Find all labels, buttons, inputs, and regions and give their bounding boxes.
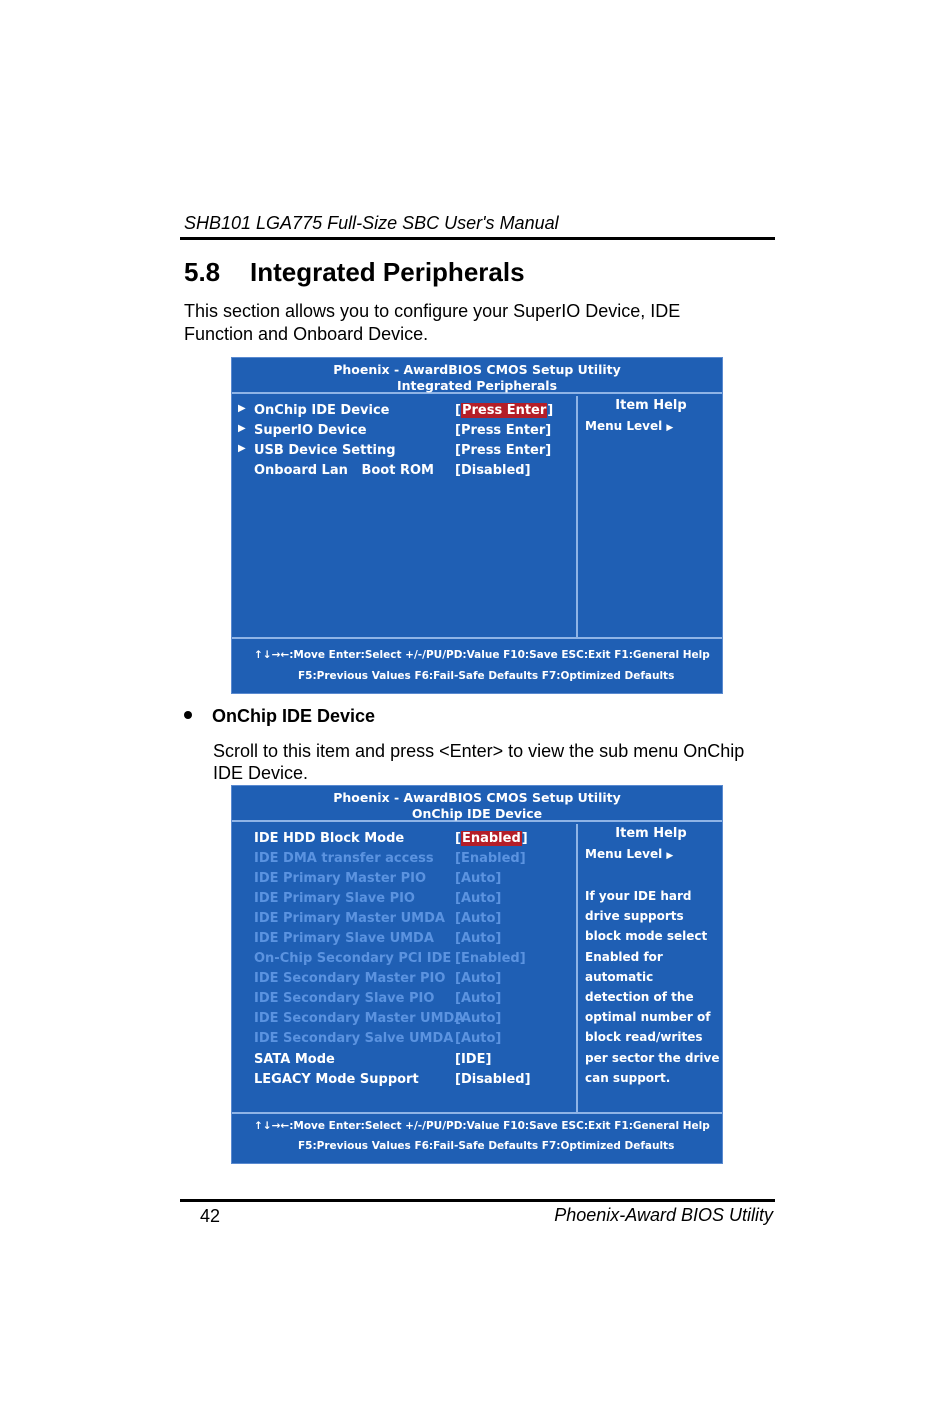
bios-title: Phoenix - AwardBIOS CMOS Setup Utility xyxy=(333,790,621,805)
bios-menu-panel xyxy=(232,396,578,639)
menu-item-value: [Auto] xyxy=(455,931,502,946)
menu-item-label: IDE Primary Master PIO xyxy=(254,871,426,886)
menu-item-label: IDE Secondary Salve UMDA xyxy=(254,1031,454,1046)
menu-item-value: [Press Enter] xyxy=(455,403,554,418)
menu-item-value: [Auto] xyxy=(455,871,502,886)
menu-item-ide-secondary-master-umda xyxy=(232,1011,578,1031)
triangle-right-icon: ▶ xyxy=(666,851,674,861)
menu-item-value: [Auto] xyxy=(455,1011,502,1026)
menu-item-label: On-Chip Secondary PCI IDE xyxy=(254,951,452,966)
menu-item-value: [Auto] xyxy=(455,991,502,1006)
bullet-heading xyxy=(184,706,375,727)
menu-item-value: [Disabled] xyxy=(455,463,531,478)
bullet-paragraph: Scroll to this item and press <Enter> to view the sub menu OnChip IDE Device. xyxy=(213,741,745,783)
bios-title: Phoenix - AwardBIOS CMOS Setup Utility xyxy=(333,362,621,377)
menu-item-label: IDE Primary Slave UMDA xyxy=(254,931,434,946)
submenu-arrow-icon: ▶ xyxy=(238,403,246,414)
menu-item-value: [Press Enter] xyxy=(455,423,552,438)
menu-item-onboard-lan-boot-rom[interactable] xyxy=(232,463,578,483)
menu-item-onchip-ide-device[interactable] xyxy=(232,403,578,423)
menu-item-label: IDE Secondary Master UMDA xyxy=(254,1011,465,1026)
menu-item-ide-secondary-salve-umda xyxy=(232,1031,578,1051)
help-menu-level xyxy=(585,847,673,861)
menu-item-label: IDE DMA transfer access xyxy=(254,851,434,866)
menu-item-ide-primary-slave-umda xyxy=(232,931,578,951)
bios-footer xyxy=(232,1112,722,1163)
bios-screen-integrated-peripherals xyxy=(231,357,723,694)
menu-item-value: [IDE] xyxy=(455,1052,492,1067)
help-description: If your IDE hard drive supports block mode select Enabled for automatic detection of the optimal number of block read/writes per sector the drive can support. xyxy=(585,889,720,1085)
menu-item-value: [Enabled] xyxy=(455,831,528,846)
footer-keys-line2: F5:Previous Values F6:Fail-Safe Defaults F7:Optimized Defaults xyxy=(298,670,675,682)
help-level-label: Menu Level xyxy=(585,419,663,433)
menu-item-ide-primary-master-umda xyxy=(232,911,578,931)
menu-item-ide-dma-transfer-access xyxy=(232,851,578,871)
menu-item-label: LEGACY Mode Support xyxy=(254,1072,419,1087)
bios-menu-panel xyxy=(232,824,578,1112)
submenu-arrow-icon: ▶ xyxy=(238,443,246,454)
menu-item-ide-secondary-slave-pio xyxy=(232,991,578,1011)
bullet-icon xyxy=(184,711,192,719)
bios-title-bar xyxy=(232,358,722,394)
menu-item-ide-primary-slave-pio xyxy=(232,891,578,911)
bios-footer xyxy=(232,637,722,693)
menu-item-label: SATA Mode xyxy=(254,1052,335,1067)
menu-item-ide-secondary-master-pio xyxy=(232,971,578,991)
footer-title: Phoenix-Award BIOS Utility xyxy=(554,1205,773,1225)
help-title: Item Help xyxy=(615,826,687,841)
menu-item-value: [Auto] xyxy=(455,891,502,906)
bios-help-panel xyxy=(580,824,722,1112)
submenu-arrow-icon: ▶ xyxy=(238,423,246,434)
help-menu-level xyxy=(585,419,673,433)
menu-item-onchip-secondary-pci-ide xyxy=(232,951,578,971)
bios-screen-onchip-ide-device xyxy=(231,785,723,1164)
page-number: 42 xyxy=(200,1206,221,1226)
menu-item-sata-mode[interactable] xyxy=(232,1052,578,1072)
section-number: 5.8 xyxy=(184,257,221,287)
section-title: Integrated Peripherals xyxy=(250,257,525,287)
bios-title-bar xyxy=(232,786,722,822)
selected-value: Enabled xyxy=(461,831,521,846)
bios-help-panel xyxy=(580,396,722,639)
menu-item-value: [Auto] xyxy=(455,971,502,986)
menu-item-value: [Auto] xyxy=(455,1031,502,1046)
triangle-right-icon: ▶ xyxy=(666,423,674,433)
menu-item-label: IDE Secondary Master PIO xyxy=(254,971,446,986)
menu-item-value: [Press Enter] xyxy=(455,443,552,458)
menu-item-value: [Enabled] xyxy=(455,951,526,966)
section-heading xyxy=(184,257,525,288)
menu-item-value: [Disabled] xyxy=(455,1072,531,1087)
menu-item-ide-hdd-block-mode[interactable] xyxy=(232,831,578,851)
menu-item-superio-device[interactable] xyxy=(232,423,578,443)
selected-value: Press Enter xyxy=(461,403,547,418)
menu-item-value: [Auto] xyxy=(455,911,502,926)
help-level-label: Menu Level xyxy=(585,847,663,861)
manual-header-title: SHB101 LGA775 Full-Size SBC User's Manual xyxy=(184,213,559,233)
footer-keys-line1: ↑↓→←:Move Enter:Select +/-/PU/PD:Value F10:Save ESC:Exit F1:General Help xyxy=(254,1120,710,1132)
help-title: Item Help xyxy=(615,398,687,413)
menu-item-usb-device-setting[interactable] xyxy=(232,443,578,463)
menu-item-label: IDE Primary Slave PIO xyxy=(254,891,415,906)
menu-item-label: IDE HDD Block Mode xyxy=(254,831,405,846)
footer-keys-line1: ↑↓→←:Move Enter:Select +/-/PU/PD:Value F10:Save ESC:Exit F1:General Help xyxy=(254,649,710,661)
menu-item-label: SuperIO Device xyxy=(254,423,367,438)
menu-item-label: IDE Secondary Slave PIO xyxy=(254,991,435,1006)
intro-paragraph: This section allows you to configure your SuperIO Device, IDE Function and Onboard Device. xyxy=(184,301,681,344)
menu-item-label: OnChip IDE Device xyxy=(254,403,390,418)
footer-rule xyxy=(180,1199,775,1202)
header-rule xyxy=(180,237,775,240)
menu-item-label: USB Device Setting xyxy=(254,443,396,458)
bios-subtitle: OnChip IDE Device xyxy=(411,806,543,821)
bullet-heading-text: OnChip IDE Device xyxy=(212,706,376,726)
menu-item-value: [Enabled] xyxy=(455,851,526,866)
footer-keys-line2: F5:Previous Values F6:Fail-Safe Defaults F7:Optimized Defaults xyxy=(298,1140,675,1152)
menu-item-legacy-mode-support[interactable] xyxy=(232,1072,578,1092)
bios-subtitle: Integrated Peripherals xyxy=(396,378,558,393)
menu-item-label: IDE Primary Master UMDA xyxy=(254,911,445,926)
menu-item-label: Onboard Lan Boot ROM xyxy=(254,463,434,478)
menu-item-ide-primary-master-pio xyxy=(232,871,578,891)
